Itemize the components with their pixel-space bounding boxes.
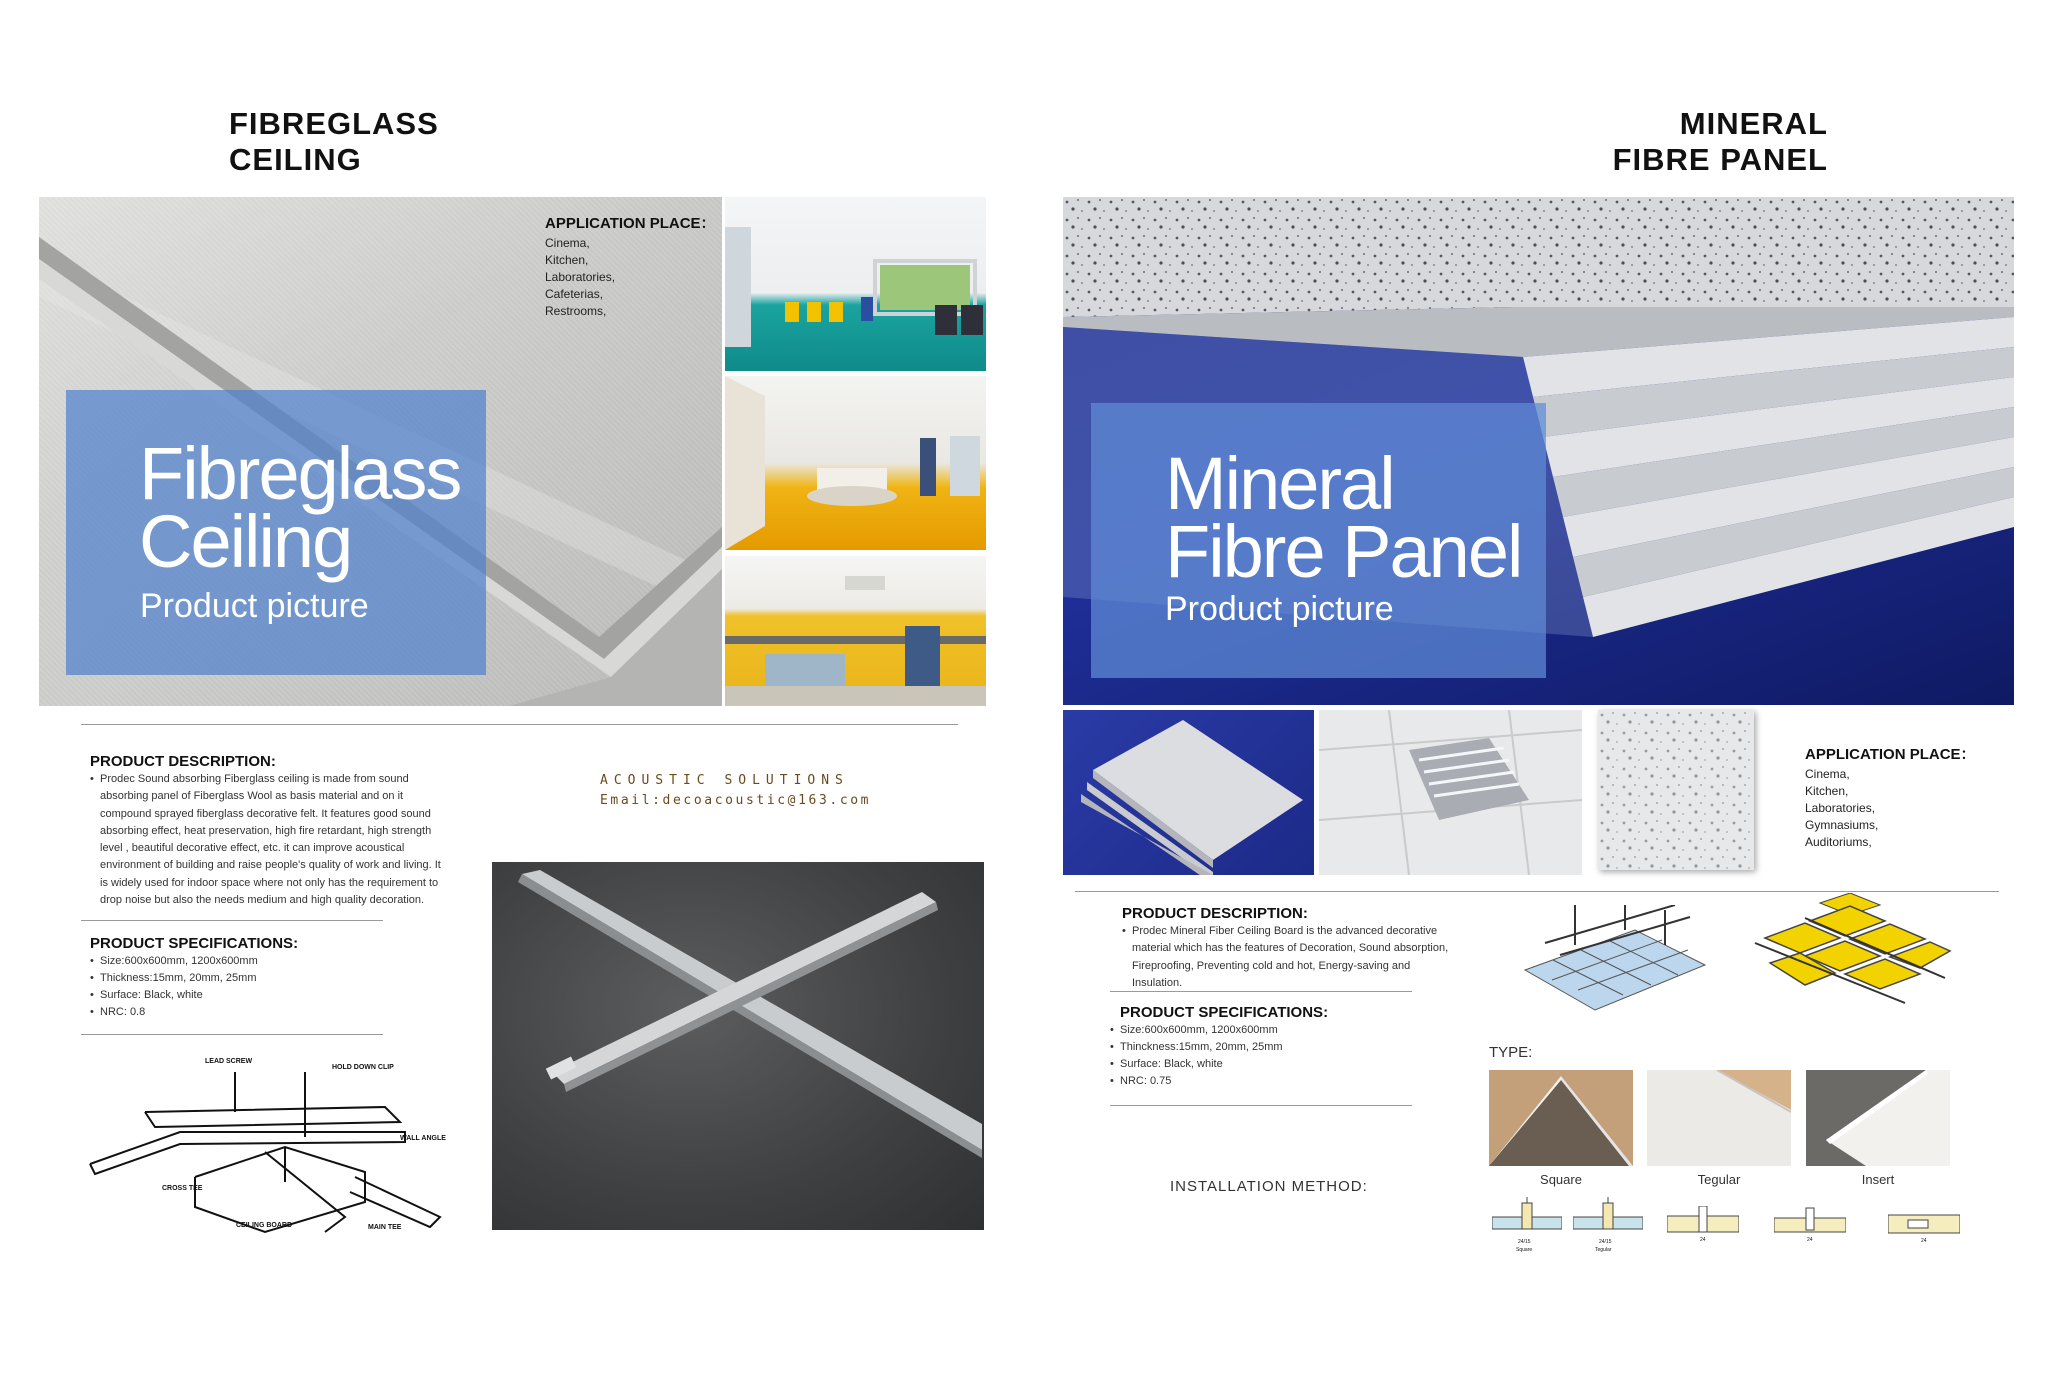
spec-item: • Thickness:15mm, 20mm, 25mm <box>90 970 390 987</box>
edge-b-top: 24/15 <box>1599 1239 1612 1245</box>
product-description-text: Prodec Mineral Fiber Ceiling Board is the advanced decorative material which has the features of Decoration, Sound absorption, Fireproofing, Preventing cold and hot, Energy-saving and Insulation. <box>1132 925 1449 989</box>
type-insert-photo <box>1806 1070 1950 1166</box>
application-item: Cinema, <box>1805 767 1850 781</box>
left-divider-desc <box>81 920 383 921</box>
hero-title-line1: Fibreglass <box>139 432 461 515</box>
right-divider-top <box>1075 891 1999 892</box>
hero-title-line2: Ceiling <box>139 500 352 583</box>
edge-profile-e <box>1888 1213 1960 1257</box>
fibreglass-section-title <box>229 106 439 178</box>
left-product-specifications <box>90 935 390 1021</box>
mineral-tile-photo <box>1598 710 1754 870</box>
label-lead-screw: LEAD SCREW <box>205 1058 253 1065</box>
spec-item: • NRC: 0.8 <box>90 1004 390 1021</box>
ceiling-grille-photo <box>1319 710 1582 875</box>
installation-diagram-left <box>85 1052 465 1237</box>
edge-c-label: 24 <box>1700 1237 1706 1243</box>
product-description-heading: PRODUCT DESCRIPTION: <box>1122 905 1308 922</box>
right-divider-desc <box>1110 991 1412 992</box>
mineral-title-overlay <box>1091 403 1546 678</box>
label-wall-angle: WALL ANGLE <box>400 1135 446 1142</box>
type-label-tegular: Tegular <box>1697 1172 1741 1187</box>
edge-b-bottom: Tegular <box>1595 1247 1612 1253</box>
mineral-stack-photo <box>1063 710 1314 875</box>
product-description-heading: PRODUCT DESCRIPTION: <box>90 753 276 770</box>
waiting-room-graphic <box>725 197 986 371</box>
profile-e-graphic <box>1888 1213 1960 1237</box>
right-divider-spec <box>1110 1105 1412 1106</box>
right-product-description: PRODUCT DESCRIPTION: • Prodec Mineral Fiber Ceiling Board is the advanced decorative material which has the features of Decoration, Sound absorption, Fireproofing, Preventing cold and hot, Energy-saving and Insulation. <box>1122 905 1462 992</box>
mineral-hero-image <box>1063 197 2014 705</box>
application-item: Auditoriums, <box>1805 835 1872 849</box>
product-specifications-heading: PRODUCT SPECIFICATIONS: <box>1120 1004 1329 1021</box>
edge-e-label: 24 <box>1921 1238 1927 1244</box>
tegular-edge-graphic <box>1647 1070 1791 1166</box>
section-title-line2: CEILING <box>229 142 362 177</box>
interior-photo-ward <box>725 556 986 706</box>
edge-profile-square <box>1492 1197 1562 1257</box>
label-ceiling-board: CEILING BOARD <box>236 1222 292 1229</box>
type-heading: TYPE: <box>1489 1044 1533 1061</box>
interior-photo-reception <box>725 376 986 550</box>
installation-method-heading: INSTALLATION METHOD: <box>1170 1178 1368 1195</box>
fibreglass-title-overlay <box>66 390 486 675</box>
hero-title-line2: Fibre Panel <box>1165 510 1522 593</box>
mineral-section-title <box>1580 106 1828 178</box>
spec-item: • Surface: Black, white <box>1110 1056 1410 1073</box>
edge-profile-c <box>1667 1206 1739 1256</box>
suspended-ceiling-diagram-yellow <box>1745 893 1955 1023</box>
edge-d-label: 24 <box>1807 1237 1813 1243</box>
section-title-line1: MINERAL <box>1679 106 1828 141</box>
insert-edge-graphic <box>1806 1070 1950 1166</box>
application-item: Kitchen, <box>545 253 589 267</box>
spec-item: • Size:600x600mm, 1200x600mm <box>90 953 390 970</box>
label-cross-tee: CROSS TEE <box>162 1185 203 1192</box>
application-place-block <box>545 215 716 320</box>
application-item: Laboratories, <box>545 270 616 284</box>
product-specifications-heading: PRODUCT SPECIFICATIONS: <box>90 935 299 952</box>
application-item: Cinema, <box>545 236 590 250</box>
hero-title-line1: Mineral <box>1165 442 1394 525</box>
mineral-application-place <box>1805 746 1976 851</box>
blue-ceiling-graphic <box>1515 905 1715 1020</box>
left-product-description: PRODUCT DESCRIPTION: • Prodec Sound absorbing Fiberglass ceiling is made from sound absorbing panel of Fiberglass Wool as basis material and on it compound sprayed fiberglass decorative felt. It features good sound absorbing effect, heat preservation, high fire retardant, high strength level , beautiful decorative effect, etc. it can improve acoustical environment of building and raise people's quality of work and living. It is widely used for indoor space where not only has the requirement to drop noise but also the needs medium and high quality decoration. <box>90 753 450 909</box>
interior-photo-waiting-room <box>725 197 986 371</box>
suspended-ceiling-diagram-blue <box>1515 905 1715 1020</box>
t-grid-graphic <box>492 862 984 1230</box>
left-divider-top <box>81 724 958 725</box>
application-item: Cafeterias, <box>545 287 604 301</box>
reception-graphic <box>725 376 986 550</box>
application-item: Gymnasiums, <box>1805 818 1879 832</box>
mineral-stack-graphic <box>1063 710 1314 875</box>
brand-name: ACOUSTIC SOLUTIONS <box>600 773 849 788</box>
contact-email[interactable]: Email:decoacoustic@163.com <box>600 793 872 808</box>
ceiling-grille-graphic <box>1319 710 1582 875</box>
label-hold-down-clip: HOLD DOWN CLIP <box>332 1064 394 1071</box>
mineral-tile-graphic <box>1598 710 1754 870</box>
edge-a-bottom: Square <box>1516 1247 1533 1253</box>
product-description-text: Prodec Sound absorbing Fiberglass ceiling is made from sound absorbing panel of Fiberglass Wool as basis material and on it compound sprayed fiberglass decorative felt. It features good sound absorbing effect, heat preservation, high fire retardant, high strength level , beautiful decorative effect, etc. it can improve acoustical environment of building and raise people's quality of work and living. It is widely used for indoor space where not only has the requirement to drop noise but also the needs medium and high quality decoration. <box>100 773 441 907</box>
application-item: Laboratories, <box>1805 801 1876 815</box>
application-item: Restrooms, <box>545 304 607 318</box>
square-profile-graphic <box>1492 1197 1562 1239</box>
profile-c-graphic <box>1667 1206 1739 1236</box>
application-place-heading: APPLICATION PLACE： <box>545 215 716 232</box>
edge-profile-tegular <box>1573 1197 1643 1257</box>
type-label-insert: Insert <box>1861 1172 1895 1187</box>
application-item: Kitchen, <box>1805 784 1849 798</box>
section-title-line2: FIBRE PANEL <box>1612 142 1828 177</box>
ward-graphic <box>725 556 986 706</box>
profile-d-graphic <box>1774 1206 1846 1236</box>
spec-item: • Surface: Black, white <box>90 987 390 1004</box>
t-grid-photo <box>492 862 984 1230</box>
fibreglass-hero-image <box>39 197 722 706</box>
edge-a-top: 24/15 <box>1518 1239 1531 1245</box>
spec-item: • Thinckness:15mm, 20mm, 25mm <box>1110 1039 1410 1056</box>
ceiling-assembly-graphic <box>85 1052 465 1237</box>
application-place-heading: APPLICATION PLACE： <box>1805 746 1976 763</box>
type-tegular-photo <box>1647 1070 1791 1166</box>
spec-item: • NRC: 0.75 <box>1110 1073 1410 1090</box>
right-product-specifications <box>1110 1004 1410 1090</box>
section-title-line1: FIBREGLASS <box>229 106 439 141</box>
hero-subtitle: Product picture <box>140 587 369 625</box>
type-label-square: Square <box>1540 1172 1582 1187</box>
label-main-tee: MAIN TEE <box>368 1224 402 1231</box>
edge-profile-d <box>1774 1206 1846 1256</box>
yellow-ceiling-graphic <box>1745 893 1955 1023</box>
spec-item: • Size:600x600mm, 1200x600mm <box>1110 1022 1410 1039</box>
hero-subtitle: Product picture <box>1165 590 1394 628</box>
left-divider-spec <box>81 1034 383 1035</box>
type-square-photo <box>1489 1070 1633 1166</box>
tegular-profile-graphic <box>1573 1197 1643 1239</box>
square-edge-graphic <box>1489 1070 1633 1166</box>
